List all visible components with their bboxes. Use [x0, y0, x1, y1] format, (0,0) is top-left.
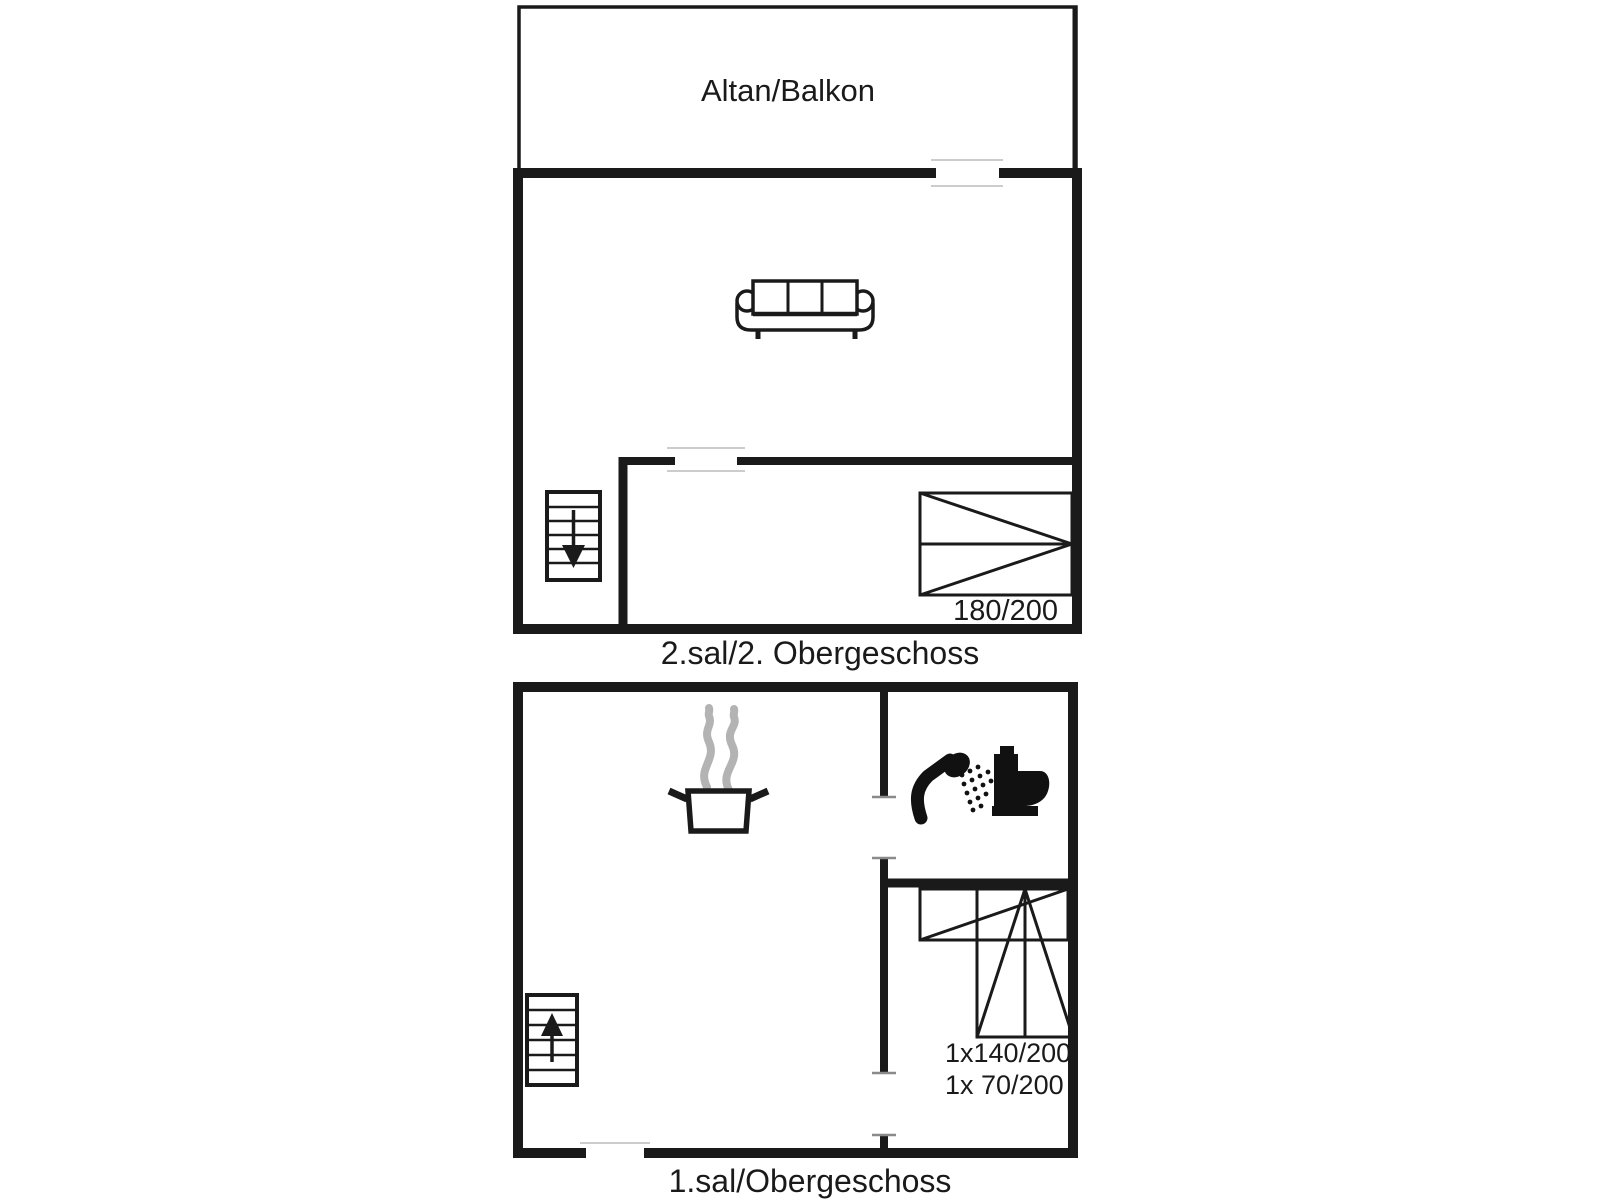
lower-floor-plan — [518, 687, 1073, 1199]
upper-floor-caption: 2.sal/2. Obergeschoss — [660, 635, 980, 671]
bed-size-label: 180/200 — [953, 595, 1058, 627]
bed-size-label: 1x140/200 — [945, 1038, 1072, 1068]
entry-door-gap — [586, 1146, 644, 1160]
bed-size-label: 1x 70/200 — [945, 1070, 1064, 1100]
sofa-icon — [737, 281, 873, 339]
lower-floor-caption: 1.sal/Obergeschoss — [668, 1163, 952, 1199]
upper-floor-plan — [518, 7, 1077, 671]
stairs-up-icon — [527, 995, 577, 1085]
balcony-label: Altan/Balkon — [700, 73, 876, 108]
stairs-down-icon — [547, 492, 600, 580]
balcony-door-gap — [936, 163, 999, 184]
